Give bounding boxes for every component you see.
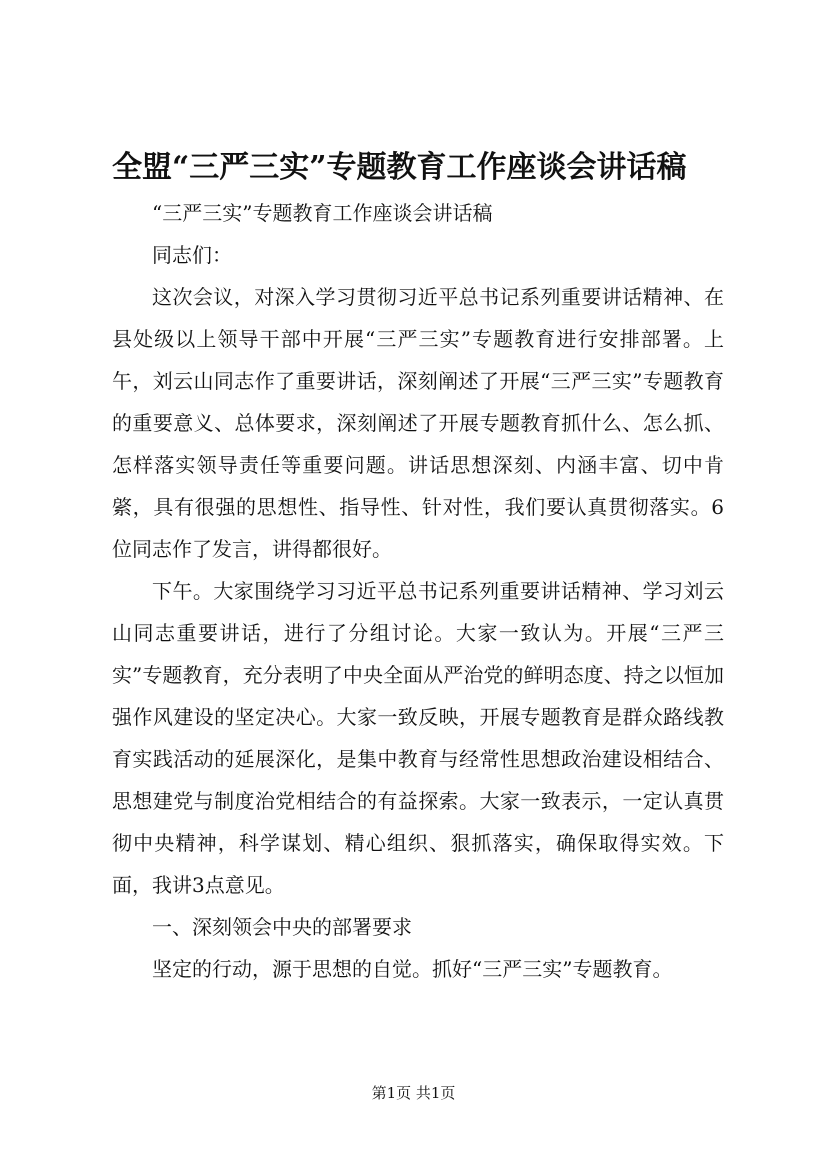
- document-body: [112, 192, 724, 990]
- salutation: 同志们：: [152, 243, 232, 267]
- document-title: 全盟“三严三实”专题教育工作座谈会讲话稿: [112, 150, 687, 185]
- document-subtitle: “三严三实”专题教育工作座谈会讲话稿: [152, 201, 493, 225]
- paragraph-1: 这次会议，对深入学习贯彻习近平总书记系列重要讲话精神、在县处级以上领导干部中开展“三严三实”专题教育进行安排部署。上午，刘云山同志作了重要讲话，深刻阐述了开展“三严三实”专题教育的重要意义、总体要求，深刻阐述了开展专题教育抓什么、怎么抓、怎样落实领导责任等重要问题。讲话思想深刻、内涵丰富、切中肯綮，具有很强的思想性、指导性、针对性，我们要认真贯彻落实。6位同志作了发言，讲得都很好。: [112, 285, 724, 561]
- paragraph-3: 坚定的行动，源于思想的自觉。抓好“三严三实”专题教育。: [152, 957, 673, 981]
- section-heading: 一、深刻领会中央的部署要求: [152, 915, 412, 939]
- paragraph-2: 下午。大家围绕学习习近平总书记系列重要讲话精神、学习刘云山同志重要讲话，进行了分组讨论。大家一致认为。开展“三严三实”专题教育，充分表明了中央全面从严治党的鲜明态度、持之以恒加强作风建设的坚定决心。大家一致反映，开展专题教育是群众路线教育实践活动的延展深化，是集中教育与经常性思想政治建设相结合、思想建党与制度治党相结合的有益探索。大家一致表示，一定认真贯彻中央精神，科学谋划、精心组织、狠抓落实，确保取得实效。下面，我讲3点意见。: [112, 579, 724, 897]
- page-footer: 第1页 共1页: [371, 1084, 456, 1102]
